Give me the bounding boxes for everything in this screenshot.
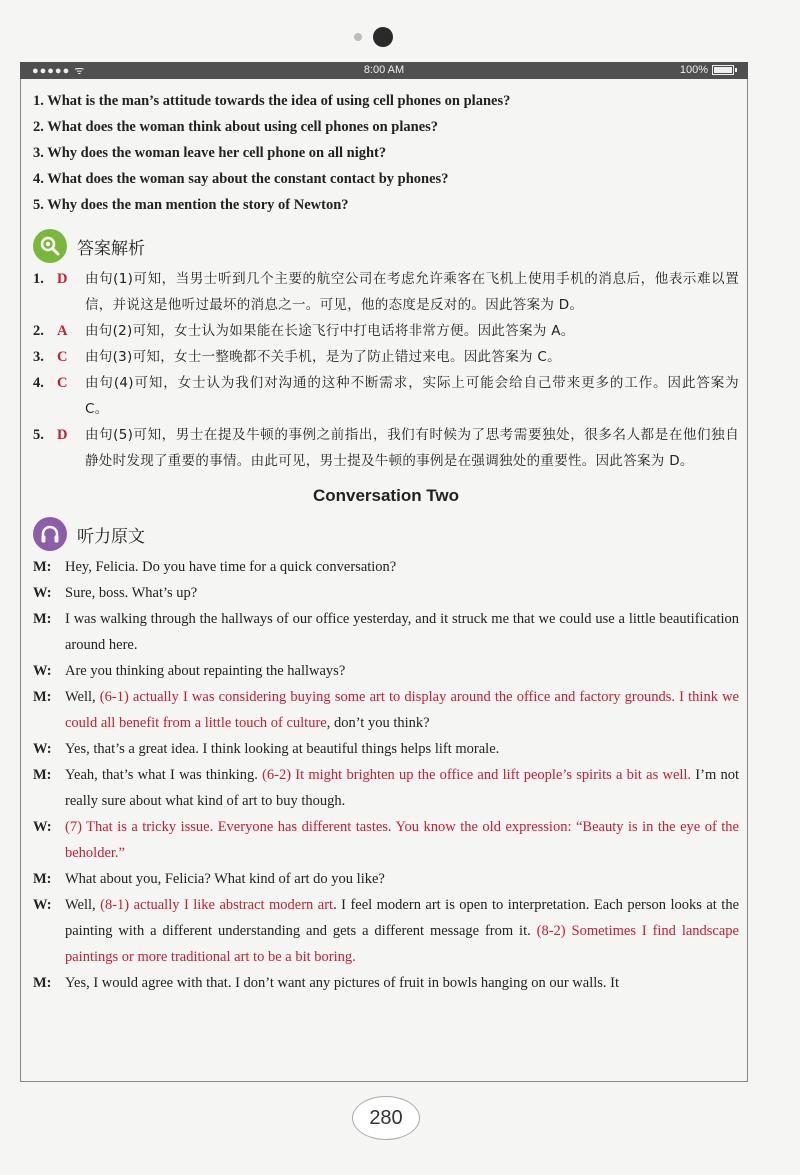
speaker-label: M: — [33, 871, 52, 887]
utterance — [65, 606, 739, 658]
answer-letter: D — [57, 427, 68, 443]
utterance-segment: . I feel modern art is open to interpretation. Each person looks at the painting with a different understanding and gets a different message from it. — [65, 897, 740, 939]
transcript-line — [33, 814, 739, 866]
highlighted-key-sentence: (8-1) actually I like abstract modern art — [100, 897, 334, 913]
utterance-segment: Yes, I would agree with that. I don’t want any pictures of fruit in bowls hanging on our walls. It — [65, 975, 620, 991]
transcript-section-title: 听力原文 — [77, 526, 145, 547]
speaker-label: W: — [33, 819, 52, 835]
highlighted-key-sentence: (7) That is a tricky issue. Everyone has different tastes. You know the old expression: “Beauty is in the eye of the beholder.” — [65, 819, 739, 861]
answer-letter: C — [57, 349, 68, 365]
answer-explanation: 由句(1)可知，当男士听到几个主要的航空公司在考虑允许乘客在飞机上使用手机的消息后，他表示难以置信，并说这是他听过最坏的消息之一。可见，他的态度是反对的。因此答案为 D。 — [85, 271, 739, 313]
speaker-label: M: — [33, 975, 52, 991]
transcript-line — [33, 762, 739, 814]
answer-number: 1. — [33, 271, 44, 287]
transcript-line — [33, 684, 739, 736]
transcript-line — [33, 606, 739, 658]
question-item: 2. What does the woman think about using cell phones on planes? — [33, 119, 439, 135]
answer-item — [33, 318, 739, 344]
battery-percent: 100% — [679, 64, 708, 76]
highlighted-key-sentence: (6-2) It might brighten up the office and lift people’s spirits a bit as well. — [262, 767, 692, 783]
battery-status — [680, 64, 734, 76]
utterance — [65, 580, 739, 606]
status-bar — [20, 62, 748, 79]
speaker-label: M: — [33, 611, 52, 627]
utterance-segment: Sure, boss. What’s up? — [65, 585, 198, 601]
answer-item — [33, 266, 739, 318]
transcript-line — [33, 866, 739, 892]
answer-section-header — [33, 226, 739, 266]
speaker-label: M: — [33, 559, 52, 575]
answer-item — [33, 422, 739, 474]
transcript — [33, 554, 739, 996]
signal-indicator: ●●●●● ᯤ — [32, 65, 86, 77]
battery-fill — [714, 67, 732, 73]
utterance — [65, 970, 739, 996]
speaker-label: W: — [33, 897, 52, 913]
headphones-icon — [33, 517, 67, 551]
utterance — [65, 736, 739, 762]
speaker-label: M: — [33, 689, 52, 705]
answer-list — [33, 266, 739, 474]
transcript-line — [33, 580, 739, 606]
utterance-segment: Well, — [65, 689, 100, 705]
answer-explanation: 由句(5)可知，男士在提及牛顿的事例之前指出，我们有时候为了思考需要独处，很多名人都是在他们独自静处时发现了重要的事情。由此可见，男士提及牛顿的事例是在强调独处的重要性。因此答案为 D。 — [85, 427, 739, 469]
utterance-segment: , don’t you think? — [326, 715, 430, 731]
utterance-segment: Are you thinking about repainting the hallways? — [65, 663, 346, 679]
page-number: 280 — [352, 1096, 420, 1140]
answer-section-title: 答案解析 — [77, 238, 145, 259]
utterance-segment: Hey, Felicia. Do you have time for a quick conversation? — [65, 559, 397, 575]
utterance-segment: I was walking through the hallways of our office yesterday, and it struck me that we could use a little beautification around here. — [65, 611, 739, 653]
utterance — [65, 658, 739, 684]
utterance — [65, 684, 739, 736]
transcript-section-header — [33, 514, 739, 554]
answer-item — [33, 370, 739, 422]
status-time: 8:00 AM — [363, 64, 405, 76]
utterance-segment: What about you, Felicia? What kind of art do you like? — [65, 871, 385, 887]
answer-letter: D — [57, 271, 68, 287]
question-item: 3. Why does the woman leave her cell phone on all night? — [33, 145, 387, 161]
transcript-line — [33, 892, 739, 970]
answer-letter: C — [57, 375, 68, 391]
highlighted-key-sentence: (8-2) Sometimes I find landscape paintings or more traditional art to be a bit boring. — [65, 923, 739, 965]
question-list — [33, 88, 739, 218]
question-item: 5. Why does the man mention the story of Newton? — [33, 197, 349, 213]
answer-number: 4. — [33, 375, 44, 391]
utterance-segment: Yeah, that’s what I was thinking. — [65, 767, 263, 783]
question-item: 4. What does the woman say about the constant contact by phones? — [33, 171, 449, 187]
speaker-label: W: — [33, 663, 52, 679]
answer-number: 3. — [33, 349, 44, 365]
magnifier-icon — [33, 229, 67, 263]
camera-dot-small — [354, 33, 362, 41]
answer-explanation: 由句(4)可知，女士认为我们对沟通的这种不断需求，实际上可能会给自己带来更多的工作。因此答案为 C。 — [85, 375, 739, 417]
utterance — [65, 762, 739, 814]
utterance-segment: Well, — [65, 897, 101, 913]
utterance — [65, 866, 739, 892]
highlighted-key-sentence: (6-1) actually I was considering buying some art to display around the office and factory grounds. I think we could all benefit from a little touch of culture — [65, 689, 739, 731]
utterance-segment: I’m not really sure about what kind of art to buy though. — [65, 767, 739, 809]
transcript-line — [33, 658, 739, 684]
utterance — [65, 814, 739, 866]
utterance-segment: Yes, that’s a great idea. I think looking at beautiful things helps lift morale. — [65, 741, 500, 757]
utterance — [65, 892, 739, 970]
answer-item — [33, 344, 739, 370]
answer-explanation: 由句(3)可知，女士一整晚都不关手机，是为了防止错过来电。因此答案为 C。 — [85, 349, 561, 365]
speaker-label: M: — [33, 767, 52, 783]
transcript-line — [33, 736, 739, 762]
question-item: 1. What is the man’s attitude towards the idea of using cell phones on planes? — [33, 93, 511, 109]
speaker-label: W: — [33, 585, 52, 601]
utterance — [65, 554, 739, 580]
transcript-line — [33, 554, 739, 580]
transcript-line — [33, 970, 739, 996]
page-content — [33, 88, 739, 996]
answer-letter: A — [57, 323, 68, 339]
answer-number: 5. — [33, 427, 44, 443]
answer-number: 2. — [33, 323, 44, 339]
camera-lens — [373, 27, 393, 47]
conversation-title: Conversation Two — [312, 486, 460, 505]
speaker-label: W: — [33, 741, 52, 757]
battery-icon — [712, 65, 734, 75]
answer-explanation: 由句(2)可知，女士认为如果能在长途飞行中打电话将非常方便。因此答案为 A。 — [85, 323, 575, 339]
